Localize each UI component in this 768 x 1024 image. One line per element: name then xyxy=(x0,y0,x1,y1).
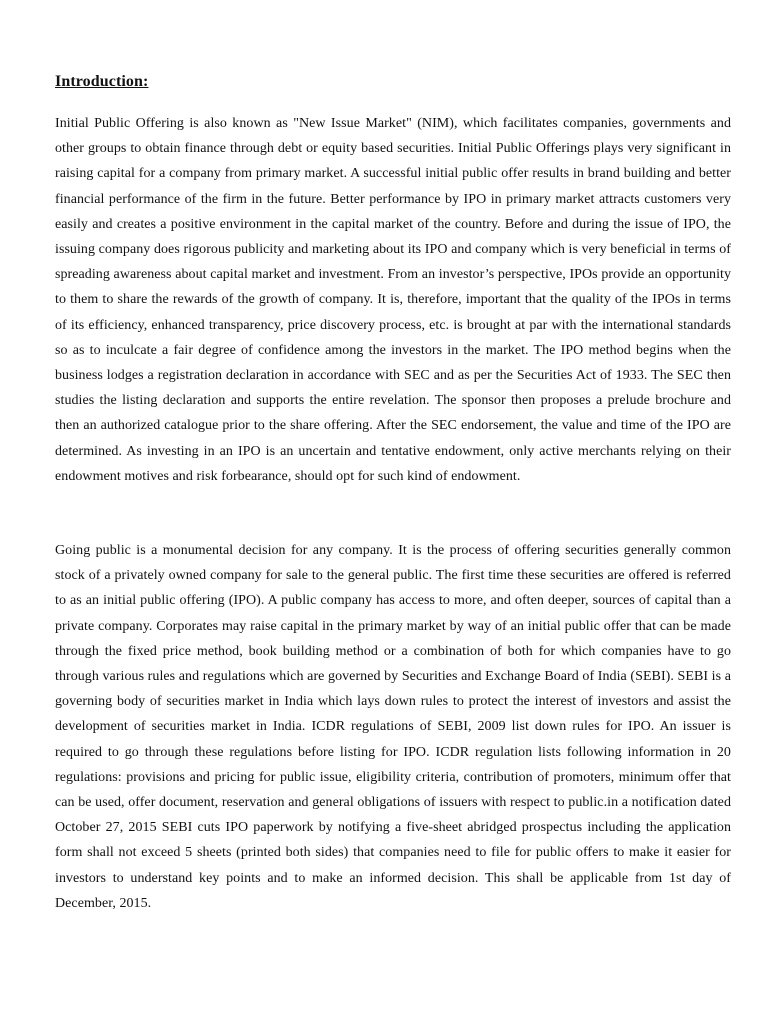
document-body xyxy=(55,70,731,916)
paragraph-introduction: Initial Public Offering is also known as "New Issue Market" (NIM), which facilitates companies, governments and other groups to obtain finance through debt or equity based securities. Initial Public Offerings plays very significant in raising capital for a company from primary market. A successful initial public offer results in brand building and better financial performance of the firm in the future. Better performance by IPO in primary market attracts customers very easily and creates a positive environment in the capital market of the country. Before and during the issue of IPO, the issuing company does rigorous publicity and marketing about its IPO and company which is very beneficial in terms of spreading awareness about capital market and investment. From an investor’s perspective, IPOs provide an opportunity to them to share the rewards of the growth of company. It is, therefore, important that the quality of the IPOs in terms of its efficiency, enhanced transparency, price discovery process, etc. is brought at par with the international standards so as to inculcate a fair degree of confidence among the investors in the market. The IPO method begins when the business lodges a registration declaration in accordance with SEC and as per the Securities Act of 1933. The SEC then studies the listing declaration and supports the entire revelation. The sponsor then proposes a prelude brochure and then an authorized catalogue prior to the share offering. After the SEC endorsement, the value and time of the IPO are determined. As investing in an IPO is an uncertain and tentative endowment, only active merchants relying on their endowment motives and risk forbearance, should opt for such kind of endowment. xyxy=(55,116,731,484)
paragraph-going-public: Going public is a monumental decision for any company. It is the process of offering securities generally common stock of a privately owned company for sale to the general public. The first time these securities are offered is referred to as an initial public offering (IPO). A public company has access to more, and often deeper, sources of capital than a private company. Corporates may raise capital in the primary market by way of an initial public offer that can be made through the fixed price method, book building method or a combination of both for which companies have to go through various rules and regulations which are governed by Securities and Exchange Board of India (SEBI). SEBI is a governing body of securities market in India which lays down rules to protect the interest of investors and assist the development of securities market in India. ICDR regulations of SEBI, 2009 list down rules for IPO. An issuer is required to go through these regulations before listing for IPO. ICDR regulation lists following information in 20 regulations: provisions and pricing for public issue, eligibility criteria, contribution of promoters, minimum offer that can be used, offer document, reservation and general obligations of issuers with respect to public.in a notification dated October 27, 2015 SEBI cuts IPO paperwork by notifying a five-sheet abridged prospectus including the application form shall not exceed 5 sheets (printed both sides) that companies need to file for public offers to make it easier for investors to understand key points and to make an informed decision. This shall be applicable from 1st day of December, 2015. xyxy=(55,543,731,911)
section-heading: Introduction: xyxy=(55,73,149,90)
